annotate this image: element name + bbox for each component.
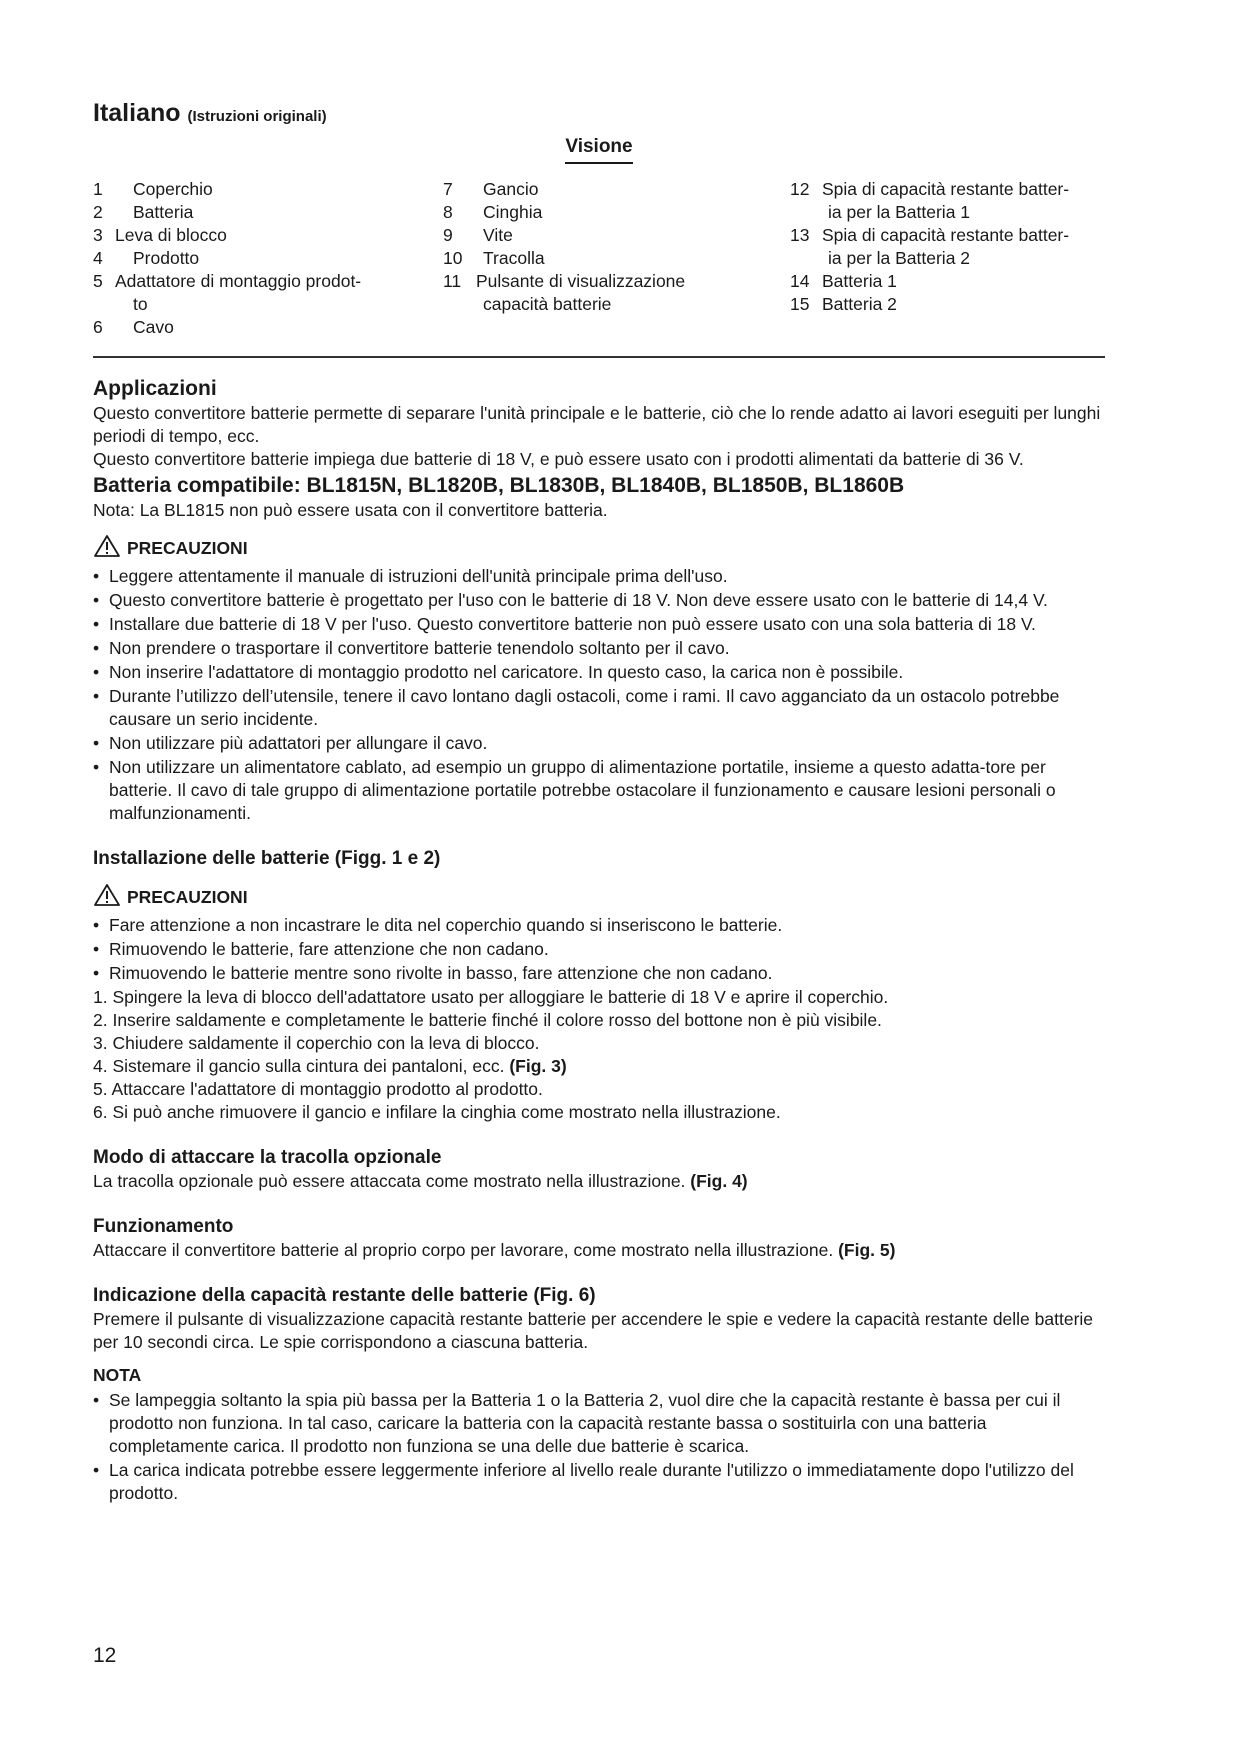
part-item: 8 Cinghia	[443, 202, 543, 222]
figure-ref: (Fig. 4)	[690, 1171, 748, 1191]
part-item: 15 Batteria 2	[790, 294, 897, 314]
note-list	[93, 1389, 1105, 1505]
caution-heading	[93, 883, 1105, 912]
installation-section	[93, 847, 1105, 1124]
step-item: 6. Si può anche rimuovere il gancio e infilare la cinghia come mostrato nella illustrazione.	[93, 1102, 781, 1122]
part-item: 2 Batteria	[93, 202, 194, 222]
list-item: • Durante l’utilizzo dell’utensile, tenere il cavo lontano dagli ostacoli, come i rami. Il cavo agganciato da un ostacolo potrebbe causare un serio incidente.	[93, 685, 1105, 731]
part-item: 11 Pulsante di visualizzazione	[443, 271, 686, 291]
applications-section	[93, 376, 1105, 522]
part-item: 9 Vite	[443, 225, 513, 245]
part-item: 4 Prodotto	[93, 248, 200, 268]
page-number: 12	[93, 1644, 117, 1667]
part-item: 6 Cavo	[93, 317, 174, 337]
note-title: NOTA	[93, 1365, 142, 1385]
part-item: 10 Tracolla	[443, 248, 545, 268]
section-divider	[93, 356, 1105, 358]
list-item: • Leggere attentamente il manuale di istruzioni dell'unità principale prima dell'uso.	[93, 565, 1105, 588]
strap-section	[93, 1146, 1105, 1193]
strap-title: Modo di attaccare la tracolla opzionale	[93, 1147, 442, 1168]
part-item: 12 Spia di capacità restante batter-	[790, 179, 1070, 199]
operation-title: Funzionamento	[93, 1216, 234, 1237]
caution-heading	[93, 534, 1105, 563]
list-item: • Non utilizzare un alimentatore cablato, ad esempio un gruppo di alimentazione portatile, insieme a questo adatta-tore per batterie. Il cavo di tale gruppo di alimentazione portatile potrebbe ostacolare il funzionamento e causare lesioni personali o malfunzionamenti.	[93, 756, 1105, 825]
part-item: 13 Spia di capacità restante batter-	[790, 225, 1070, 245]
warning-icon	[93, 534, 127, 563]
part-item: 3 Leva di blocco	[93, 225, 227, 245]
installation-steps	[93, 986, 1105, 1124]
language-header	[93, 98, 1105, 128]
warning-icon	[93, 883, 127, 912]
list-item: • Se lampeggia soltanto la spia più bassa per la Batteria 1 o la Batteria 2, vuol dire che la capacità restante è bassa per cui il prodotto non funziona. In tal caso, caricare la batteria con la capacità restante bassa o sostituirla con una batteria completamente carica. Il prodotto non funziona se una delle due batterie è scarica.	[93, 1389, 1105, 1458]
step-item: 1. Spingere la leva di blocco dell'adattatore usato per alloggiare le batterie di 18 V e aprire il coperchio.	[93, 987, 889, 1007]
part-item: 14 Batteria 1	[790, 271, 897, 291]
list-item: • Rimuovendo le batterie mentre sono rivolte in basso, fare attenzione che non cadano.	[93, 962, 1105, 985]
caution-list	[93, 565, 1105, 825]
list-item: • Questo convertitore batterie è progettato per l'uso con le batterie di 18 V. Non deve essere usato con le batterie di 14,4 V.	[93, 589, 1105, 612]
list-item: • Non prendere o trasportare il convertitore batterie tenendolo soltanto per il cavo.	[93, 637, 1105, 660]
caution-title: PRECAUZIONI	[127, 538, 248, 558]
list-item: • Non utilizzare più adattatori per allungare il cavo.	[93, 732, 1105, 755]
part-item-continued: capacità batterie	[483, 294, 612, 314]
language-subtitle: (Istruzioni originali)	[187, 108, 327, 125]
part-item-continued: to	[133, 294, 148, 314]
list-item: • Fare attenzione a non incastrare le dita nel coperchio quando si inseriscono le batterie.	[93, 914, 1105, 937]
step-item: 2. Inserire saldamente e completamente le batterie finché il colore rosso del bottone non è più visibile.	[93, 1010, 882, 1030]
list-item: • Rimuovendo le batterie, fare attenzione che non cadano.	[93, 938, 1105, 961]
applications-title: Applicazioni	[93, 377, 217, 400]
step-item: 4. Sistemare il gancio sulla cintura dei pantaloni, ecc. (Fig. 3)	[93, 1056, 567, 1076]
installation-title: Installazione delle batterie (Figg. 1 e 2)	[93, 848, 441, 869]
part-item: 7 Gancio	[443, 179, 539, 199]
parts-column-2	[443, 178, 773, 316]
parts-column-1	[93, 178, 413, 339]
list-item: • Installare due batterie di 18 V per l'uso. Questo convertitore batterie non può essere usato con una sola batteria di 18 V.	[93, 613, 1105, 636]
parts-list	[93, 178, 1105, 350]
capacity-text: Premere il pulsante di visualizzazione capacità restante batterie per accendere le spie e vedere la capacità restante delle batterie per 10 secondi circa. Le spie corrispondono a ciascuna batteria.	[93, 1309, 1094, 1352]
operation-text: Attaccare il convertitore batterie al proprio corpo per lavorare, come mostrato nella illustrazione. (Fig. 5)	[93, 1240, 896, 1260]
figure-ref: (Fig. 3)	[509, 1056, 567, 1076]
compatibility-note: Nota: La BL1815 non può essere usata con il convertitore batteria.	[93, 500, 608, 520]
manual-page	[93, 98, 1105, 1506]
installation-caution-list	[93, 914, 1105, 985]
part-item-continued: ia per la Batteria 2	[828, 248, 971, 268]
step-item: 5. Attaccare l'adattatore di montaggio prodotto al prodotto.	[93, 1079, 543, 1099]
language-title: Italiano	[93, 99, 181, 127]
applications-paragraph-2: Questo convertitore batterie impiega due batterie di 18 V, e può essere usato con i prodotti alimentati da batterie di 36 V.	[93, 449, 1024, 469]
capacity-title: Indicazione della capacità restante delle batterie (Fig. 6)	[93, 1285, 596, 1306]
caution-title: PRECAUZIONI	[127, 887, 248, 907]
applications-paragraph-1: Questo convertitore batterie permette di separare l'unità principale e le batterie, ciò che lo rende adatto ai lavori eseguiti per lunghi periodi di tempo, ecc.	[93, 403, 1101, 446]
capacity-section	[93, 1284, 1105, 1505]
parts-column-3	[790, 178, 1110, 316]
overview-title: Visione	[93, 136, 1105, 164]
part-item: 1 Coperchio	[93, 179, 213, 199]
step-item: 3. Chiudere saldamente il coperchio con la leva di blocco.	[93, 1033, 540, 1053]
list-item: • La carica indicata potrebbe essere leggermente inferiore al livello reale durante l'utilizzo o immediatamente dopo l'utilizzo del prodotto.	[93, 1459, 1105, 1505]
part-item-continued: ia per la Batteria 1	[828, 202, 971, 222]
compatible-batteries: Batteria compatibile: BL1815N, BL1820B, BL1830B, BL1840B, BL1850B, BL1860B	[93, 474, 905, 497]
list-item: • Non inserire l'adattatore di montaggio prodotto nel caricatore. In questo caso, la carica non è possibile.	[93, 661, 1105, 684]
strap-text: La tracolla opzionale può essere attaccata come mostrato nella illustrazione. (Fig. 4)	[93, 1171, 748, 1191]
part-item: 5 Adattatore di montaggio prodot-	[93, 271, 362, 291]
operation-section	[93, 1215, 1105, 1262]
figure-ref: (Fig. 5)	[838, 1240, 896, 1260]
